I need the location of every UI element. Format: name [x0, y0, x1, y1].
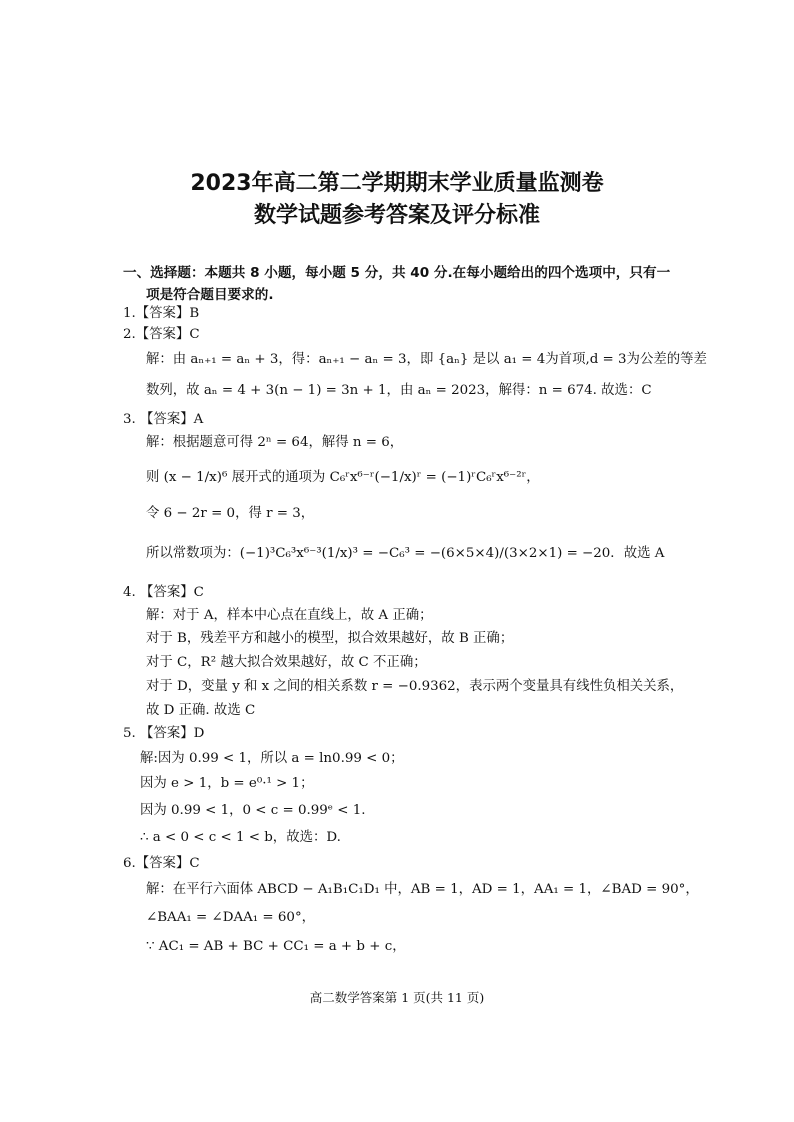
page-footer: 高二数学答案第 1 页(共 11 页) [309, 990, 485, 1005]
answer-5: 5. 【答案】D [123, 726, 205, 741]
solution-line: ∠BAA₁ = ∠DAA₁ = 60°， [146, 910, 316, 925]
answer-3: 3. 【答案】A [123, 412, 204, 427]
solution-line: 解:因为 0.99 < 1，所以 a = ln0.99 < 0； [140, 751, 404, 766]
solution-line: 因为 0.99 < 1，0 < c = 0.99ᵉ < 1. [140, 803, 366, 818]
solution-line: ∵ AC₁ = AB + BC + CC₁ = a + b + c， [146, 939, 406, 954]
solution-line: 数列，故 aₙ = 4 + 3(n − 1) = 3n + 1，由 aₙ = 2023，解得：n = 674. 故选：C [146, 383, 652, 398]
section-heading-cont: 项是符合题目要求的. [146, 287, 274, 303]
exam-subtitle: 数学试题参考答案及评分标准 [253, 203, 540, 228]
solution-line: ∴ a < 0 < c < 1 < b，故选：D. [140, 830, 341, 845]
solution-line: 解：对于 A，样本中心点在直线上，故 A 正确； [146, 608, 433, 623]
solution-line: 解：由 aₙ₊₁ = aₙ + 3，得：aₙ₊₁ − aₙ = 3，即 {aₙ} 是以 a₁ = 4为首项,d = 3为公差的等差 [146, 352, 707, 367]
answer-4: 4. 【答案】C [123, 585, 204, 600]
solution-line: 所以常数项为：(−1)³C₆³x⁶⁻³(1/x)³ = −C₆³ = −(6×5×4)/(3×2×1) = −20．故选 A [146, 546, 665, 561]
solution-line: 因为 e > 1，b = e⁰·¹ > 1； [140, 776, 314, 791]
solution-line: 对于 D，变量 y 和 x 之间的相关系数 r = −0.9362，表示两个变量具有线性负相关关系， [146, 679, 684, 694]
solution-line: 则 (x − 1/x)⁶ 展开式的通项为 C₆ʳx⁶⁻ʳ(−1/x)ʳ = (−1)ʳC₆ʳx⁶⁻²ʳ， [146, 470, 540, 485]
solution-line: 对于 B，残差平方和越小的模型，拟合效果越好，故 B 正确； [146, 631, 514, 646]
exam-title: 2023年高二第二学期期末学业质量监测卷 [190, 171, 604, 196]
solution-line: 故 D 正确. 故选 C [146, 703, 256, 718]
solution-line: 解：根据题意可得 2ⁿ = 64，解得 n = 6， [146, 435, 404, 450]
section-heading: 一、选择题：本题共 8 小题，每小题 5 分，共 40 分.在每小题给出的四个选项中，只有一 [123, 265, 671, 281]
solution-line: 令 6 − 2r = 0，得 r = 3， [146, 506, 315, 521]
answer-2: 2.【答案】C [123, 327, 200, 342]
solution-line: 对于 C，R² 越大拟合效果越好，故 C 不正确； [146, 655, 427, 670]
answer-1: 1.【答案】B [123, 306, 200, 321]
answer-6: 6.【答案】C [123, 856, 200, 871]
solution-line: 解：在平行六面体 ABCD − A₁B₁C₁D₁ 中，AB = 1，AD = 1，AA₁ = 1，∠BAD = 90°， [146, 882, 699, 897]
